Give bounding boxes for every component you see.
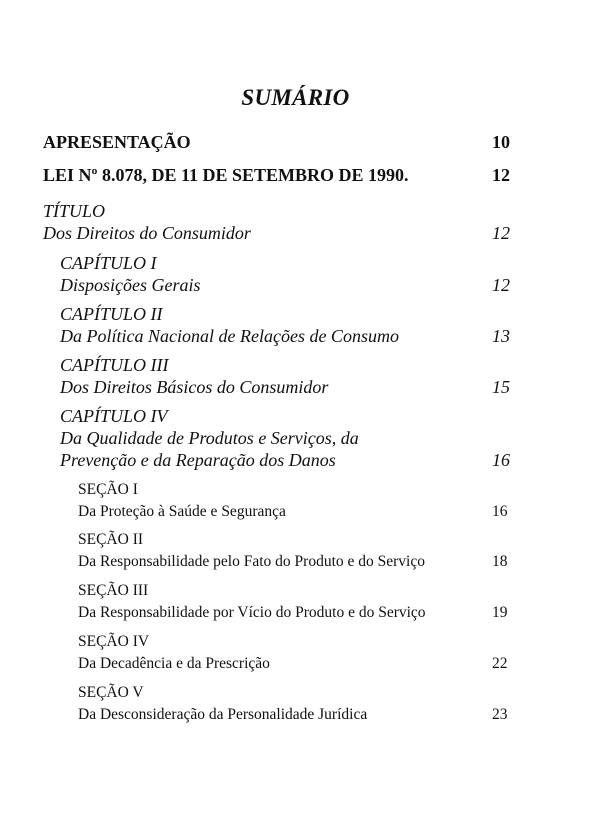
toc-title: SUMÁRIO [241,85,350,110]
section-kind: SEÇÃO II [78,531,144,548]
section-kind: SEÇÃO I [78,481,138,498]
toc-entry-page: 23 [492,706,508,723]
section-name: Da Qualidade de Produtos e Serviços, da [60,428,359,448]
toc-entry-label [78,631,270,675]
section-kind: CAPÍTULO III [60,355,169,375]
toc-entry-page: 18 [492,553,508,570]
toc-entry-label [78,529,425,573]
toc-entry-label [43,200,251,244]
toc-entry-page: 15 [492,377,510,397]
section-name: Da Responsabilidade por Vício do Produto e do Serviço [78,604,426,621]
section-name: Da Responsabilidade pelo Fato do Produto e do Serviço [78,553,425,570]
section-name: Da Desconsideração da Personalidade Jurídica [78,706,368,723]
toc-entry-page: 12 [492,223,510,243]
toc-entry-page: 10 [492,132,510,152]
toc-entry-page: 19 [492,604,508,621]
toc-entry-page: 12 [492,165,510,185]
section-name: Prevenção e da Reparação dos Danos [60,450,336,470]
section-name: Disposições Gerais [60,275,201,295]
toc-entry-label [60,405,359,471]
section-kind: SEÇÃO IV [78,633,150,650]
toc-entry-page: 12 [492,275,510,295]
section-kind: SEÇÃO III [78,582,149,599]
section-kind: CAPÍTULO II [60,304,163,324]
toc-entry-label [60,354,328,398]
toc-entry-label [78,479,286,523]
toc-entry-label: APRESENTAÇÃO [43,132,191,152]
section-name: Da Proteção à Saúde e Segurança [78,503,286,520]
section-kind: TÍTULO [43,201,106,221]
section-name: Dos Direitos do Consumidor [43,223,251,243]
section-kind: CAPÍTULO IV [60,406,168,426]
section-name: Dos Direitos Básicos do Consumidor [60,377,329,397]
toc-entry-label: LEI Nº 8.078, DE 11 DE SETEMBRO DE 1990. [43,165,409,185]
toc-entry-page: 13 [492,326,510,346]
toc-entry-label [60,252,201,296]
toc-entry-page: 16 [492,503,508,520]
section-kind: SEÇÃO V [78,684,144,701]
toc-entry-label [78,682,367,726]
section-name: Da Decadência e da Prescrição [78,655,270,672]
section-kind: CAPÍTULO I [60,253,157,273]
toc-entry-label [78,580,426,624]
toc-entry-page: 16 [492,450,510,470]
section-name: Da Política Nacional de Relações de Consumo [60,326,399,346]
toc-entry-label [60,303,399,347]
toc-entry-page: 22 [492,655,508,672]
